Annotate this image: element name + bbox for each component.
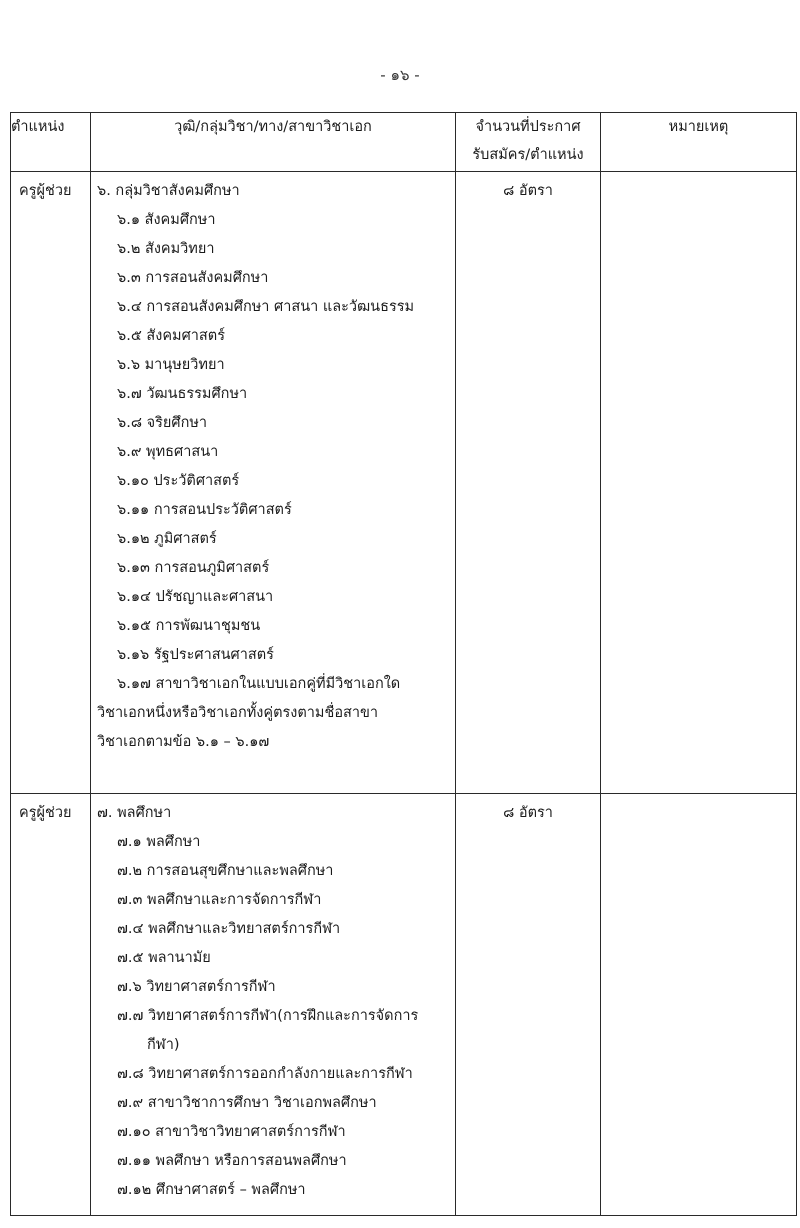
table-header-row: [11, 113, 797, 172]
header-count: [456, 113, 601, 172]
list-item: ๗.๑๐ สาขาวิชาวิทยาศาสตร์การกีฬา: [117, 1124, 346, 1140]
list-item: ๗.๙ สาขาวิชาการศึกษา วิชาเอกพลศึกษา: [117, 1095, 377, 1111]
count-cell: ๘ อัตรา: [456, 794, 601, 1216]
list-item: ๖.๑๐ ประวัติศาสตร์: [117, 473, 240, 489]
list-item: ๗.๑ พลศึกษา: [117, 834, 201, 850]
list-item: ๖.๓ การสอนสังคมศึกษา: [117, 270, 269, 286]
list-item: ๖.๑๔ ปรัชญาและศาสนา: [117, 589, 274, 605]
list-item: ๖.๕ สังคมศาสตร์: [117, 328, 225, 344]
qualification-cell: [91, 172, 456, 794]
list-item: ๗.๗ วิทยาศาสตร์การกีฬา(การฝึกและการจัดการ: [117, 1008, 419, 1024]
group-title: ๗. พลศึกษา: [97, 805, 172, 821]
list-item: ๖.๑๒ ภูมิศาสตร์: [117, 531, 217, 547]
list-item: ๗.๒ การสอนสุขศึกษาและพลศึกษา: [117, 863, 334, 879]
position-cell: ครูผู้ช่วย: [11, 172, 91, 794]
list-item: ๖.๗ วัฒนธรรมศึกษา: [117, 386, 248, 402]
list-item: ๖.๔ การสอนสังคมศึกษา ศาสนา และวัฒนธรรม: [117, 299, 415, 315]
header-count-line2: รับสมัคร/ตำแหน่ง: [472, 147, 584, 163]
list-item: ๗.๖ วิทยาศาสตร์การกีฬา: [117, 979, 276, 995]
list-item: ๖.๑๑ การสอนประวัติศาสตร์: [117, 502, 292, 518]
remarks-cell: [601, 172, 797, 794]
position-cell: ครูผู้ช่วย: [11, 794, 91, 1216]
page-number: - ๑๖ -: [380, 66, 420, 84]
list-item: ๖.๑๗ สาขาวิชาเอกในแบบเอกคู่ที่มีวิชาเอกใด: [117, 676, 401, 692]
list-item: ๗.๓ พลศึกษาและการจัดการกีฬา: [117, 892, 322, 908]
list-item: ๖.๑๓ การสอนภูมิศาสตร์: [117, 560, 270, 576]
list-item-continuation: วิชาเอกตามข้อ ๖.๑ – ๖.๑๗: [97, 734, 270, 750]
table-row: [11, 794, 797, 1216]
list-item-continuation: กีฬา): [147, 1037, 180, 1053]
header-remarks: หมายเหตุ: [601, 113, 797, 172]
list-item: ๗.๘ วิทยาศาสตร์การออกกำลังกายและการกีฬา: [117, 1066, 413, 1082]
qualification-cell: [91, 794, 456, 1216]
list-item: ๖.๖ มานุษยวิทยา: [117, 357, 225, 373]
recruitment-table: [10, 112, 797, 1216]
list-item: ๖.๒ สังคมวิทยา: [117, 241, 215, 257]
list-item: ๗.๑๒ ศึกษาศาสตร์ – พลศึกษา: [117, 1182, 306, 1198]
group-title: ๖. กลุ่มวิชาสังคมศึกษา: [97, 183, 240, 199]
list-item: ๖.๙ พุทธศาสนา: [117, 444, 219, 460]
header-qualification: วุฒิ/กลุ่มวิชา/ทาง/สาขาวิชาเอก: [91, 113, 456, 172]
header-position: ตำแหน่ง: [11, 113, 91, 172]
list-item: ๖.๑ สังคมศึกษา: [117, 212, 216, 228]
list-item-continuation: วิชาเอกหนึ่งหรือวิชาเอกทั้งคู่ตรงตามชื่อสาขา: [97, 705, 379, 721]
list-item: ๗.๑๑ พลศึกษา หรือการสอนพลศึกษา: [117, 1153, 347, 1169]
list-item: ๖.๘ จริยศึกษา: [117, 415, 208, 431]
count-cell: ๘ อัตรา: [456, 172, 601, 794]
list-item: ๗.๔ พลศึกษาและวิทยาสตร์การกีฬา: [117, 921, 341, 937]
list-item: ๖.๑๖ รัฐประศาสนศาสตร์: [117, 647, 274, 663]
table-row: [11, 172, 797, 794]
header-count-line1: จำนวนที่ประกาศ: [475, 119, 581, 135]
list-item: ๗.๕ พลานามัย: [117, 950, 211, 966]
list-item: ๖.๑๕ การพัฒนาชุมชน: [117, 618, 261, 634]
remarks-cell: [601, 794, 797, 1216]
